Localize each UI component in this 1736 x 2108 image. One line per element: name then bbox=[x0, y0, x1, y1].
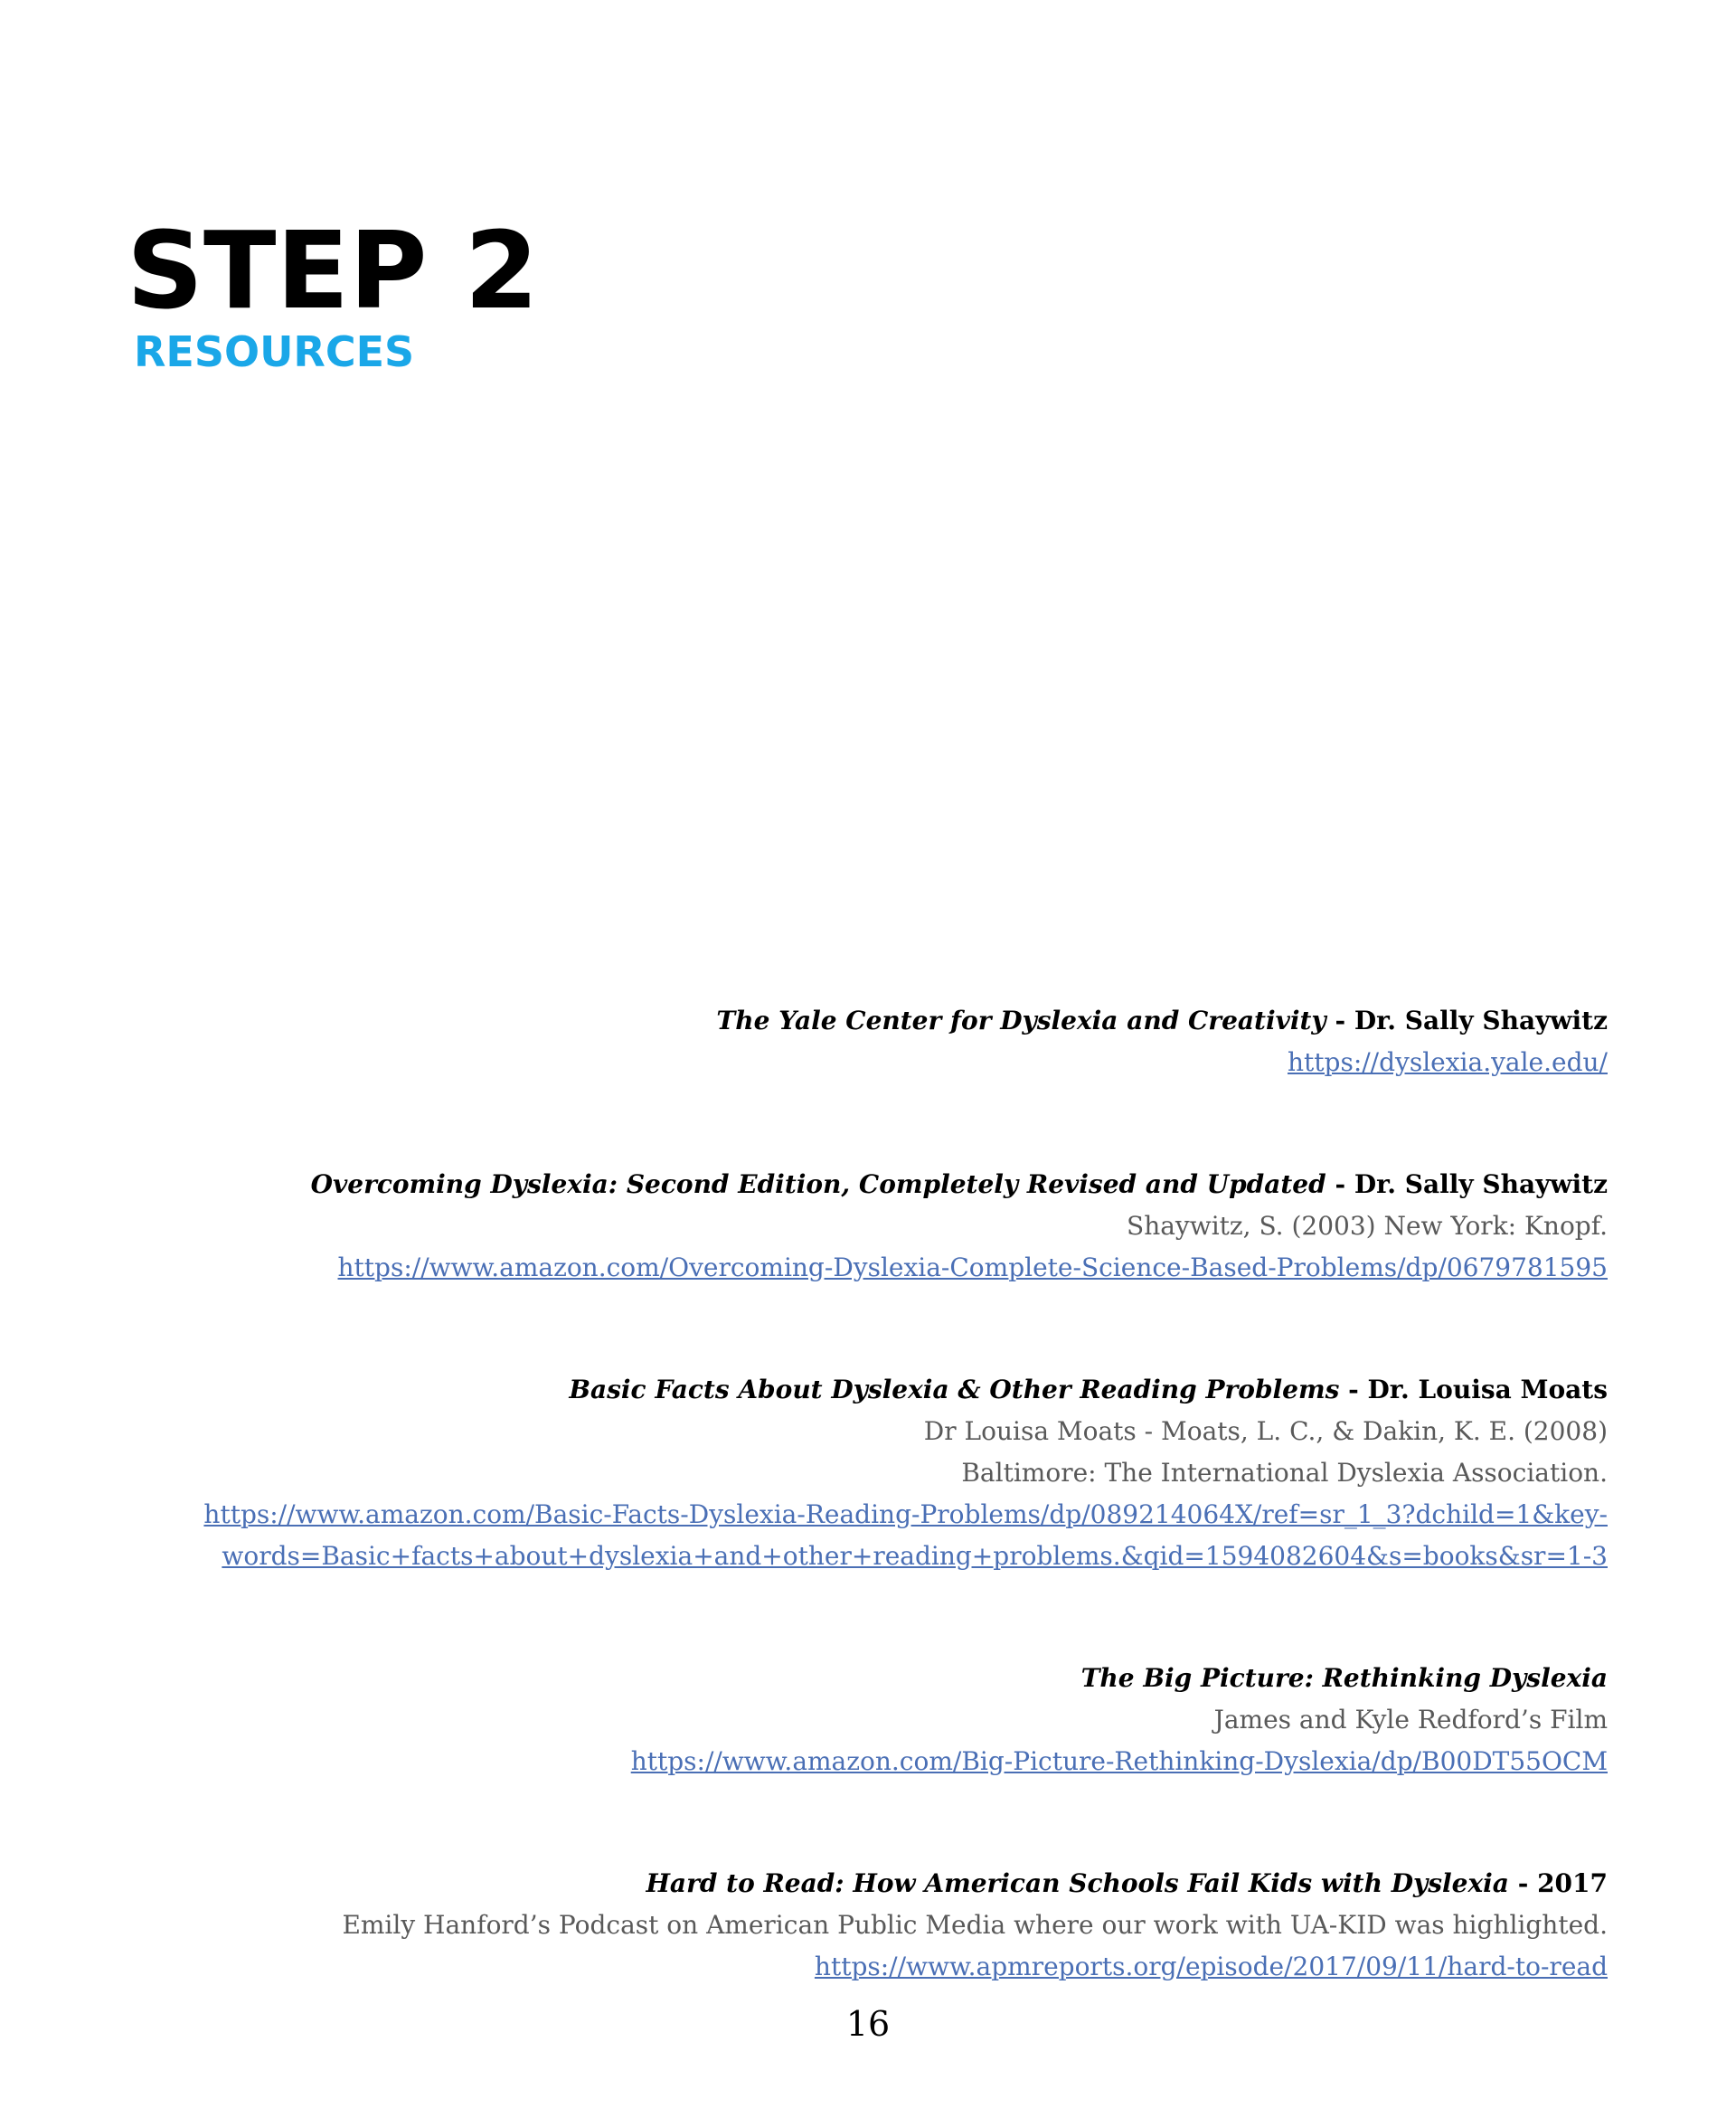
resource-author: - Dr. Sally Shaywitz bbox=[1326, 1169, 1608, 1199]
resource-description: James and Kyle Redford’s Film bbox=[1213, 1705, 1608, 1735]
resource-title-line bbox=[161, 1863, 1608, 1905]
resource-citation: Dr Louisa Moats - Moats, L. C., & Dakin, K. E. (2008) bbox=[923, 1416, 1608, 1446]
resource-year: - 2017 bbox=[1508, 1868, 1608, 1898]
resource-link[interactable]: https://www.apmreports.org/episode/2017/09/11/hard-to-read bbox=[814, 1952, 1608, 1981]
resource-title-line bbox=[161, 1164, 1608, 1205]
resource-title-line bbox=[161, 1000, 1608, 1042]
page-number: 16 bbox=[845, 2004, 891, 2044]
resource-link[interactable]: https://www.amazon.com/Big-Picture-Rethinking-Dyslexia/dp/B00DT55OCM bbox=[630, 1746, 1608, 1776]
resource-author: - Dr. Louisa Moats bbox=[1339, 1375, 1608, 1404]
resource-item bbox=[161, 1369, 1608, 1577]
resource-description: Emily Hanford’s Podcast on American Public Media where our work with UA-KID was highlighted. bbox=[342, 1910, 1608, 1940]
step-title: STEP 2 bbox=[127, 208, 539, 333]
resource-title-line bbox=[161, 1369, 1608, 1411]
resource-link-continued[interactable]: words=Basic+facts+about+dyslexia+and+other+reading+problems.&qid=1594082604&s=books&sr=1-3 bbox=[222, 1541, 1608, 1571]
resource-item bbox=[161, 1658, 1608, 1782]
resource-title: Hard to Read: How American Schools Fail Kids with Dyslexia bbox=[646, 1868, 1509, 1898]
resource-citation: Shaywitz, S. (2003) New York: Knopf. bbox=[1127, 1211, 1608, 1241]
resource-link[interactable]: https://www.amazon.com/Basic-Facts-Dyslexia-Reading-Problems/dp/089214064X/ref=sr_1_3?dchild=1&key- bbox=[203, 1499, 1608, 1529]
resource-link[interactable]: https://dyslexia.yale.edu/ bbox=[1287, 1047, 1608, 1077]
resource-item bbox=[161, 1863, 1608, 1988]
resource-title: Overcoming Dyslexia: Second Edition, Completely Revised and Updated bbox=[310, 1169, 1326, 1199]
resource-title-line bbox=[161, 1658, 1608, 1699]
page-heading bbox=[127, 208, 539, 376]
resource-list bbox=[161, 1000, 1608, 1988]
resource-item bbox=[161, 1000, 1608, 1083]
resource-title: Basic Facts About Dyslexia & Other Reading Problems bbox=[569, 1375, 1340, 1404]
resource-publisher: Baltimore: The International Dyslexia Association. bbox=[961, 1458, 1608, 1488]
resource-title: The Big Picture: Rethinking Dyslexia bbox=[1080, 1663, 1608, 1693]
resource-link[interactable]: https://www.amazon.com/Overcoming-Dyslexia-Complete-Science-Based-Problems/dp/0679781595 bbox=[337, 1253, 1608, 1282]
resource-author: - Dr. Sally Shaywitz bbox=[1326, 1006, 1608, 1035]
resource-title: The Yale Center for Dyslexia and Creativity bbox=[716, 1006, 1326, 1035]
step-subtitle: RESOURCES bbox=[134, 327, 415, 376]
resource-item bbox=[161, 1164, 1608, 1289]
